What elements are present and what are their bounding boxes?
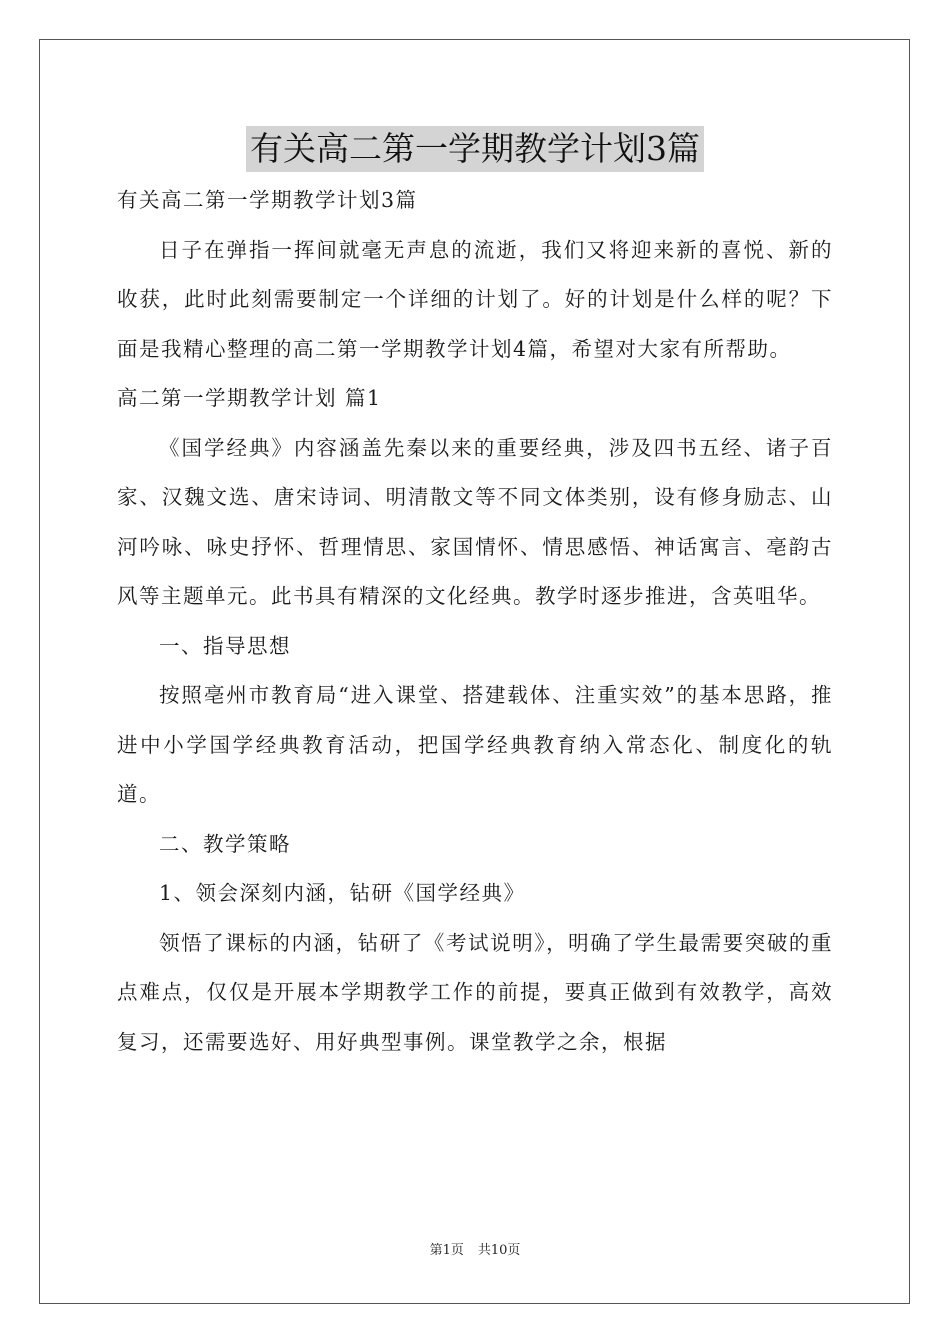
section-heading: 二、教学策略 (159, 831, 292, 856)
document-title: 有关高二第一学期教学计划3篇 (246, 126, 704, 172)
paragraph: 日子在弹指一挥间就毫无声息的流逝，我们又将迎来新的喜悦、新的收获，此时此刻需要制定一个详细的计划了。好的计划是什么样的呢？下面是我精心整理的高二第一学期教学计划4篇，希望对大家有所帮助。 (117, 237, 833, 361)
section-heading: 高二第一学期教学计划 篇1 (117, 386, 382, 410)
page-number: 第1页 (429, 1243, 464, 1258)
title-wrap (0, 126, 950, 172)
paragraph: 《国学经典》内容涵盖先秦以来的重要经典，涉及四书五经、诸子百家、汉魏文选、唐宋诗词、明清散文等不同文体类别，设有修身励志、山河吟咏、咏史抒怀、哲理情思、家国情怀、情思感悟、神话寓言、亳韵古风等主题单元。此书具有精深的文化经典。教学时逐步推进，含英咀华。 (117, 435, 833, 608)
subsection-heading: 1、领会深刻内涵，钻研《国学经典》 (159, 881, 526, 905)
paragraph: 领悟了课标的内涵，钻研了《考试说明》，明确了学生最需要突破的重点难点，仅仅是开展本学期教学工作的前提，要真正做到有效教学，高效复习，还需要选好、用好典型事例。课堂教学之余，根据 (117, 930, 833, 1054)
paragraph: 按照亳州市教育局“进入课堂、搭建载体、注重实效”的基本思路，推进中小学国学经典教育活动，把国学经典教育纳入常态化、制度化的轨道。 (117, 683, 833, 806)
page-footer (0, 1242, 950, 1260)
document-body (117, 176, 833, 1067)
page-total: 共10页 (477, 1243, 521, 1258)
section-heading: 一、指导思想 (159, 633, 292, 658)
paragraph: 有关高二第一学期教学计划3篇 (117, 188, 418, 212)
